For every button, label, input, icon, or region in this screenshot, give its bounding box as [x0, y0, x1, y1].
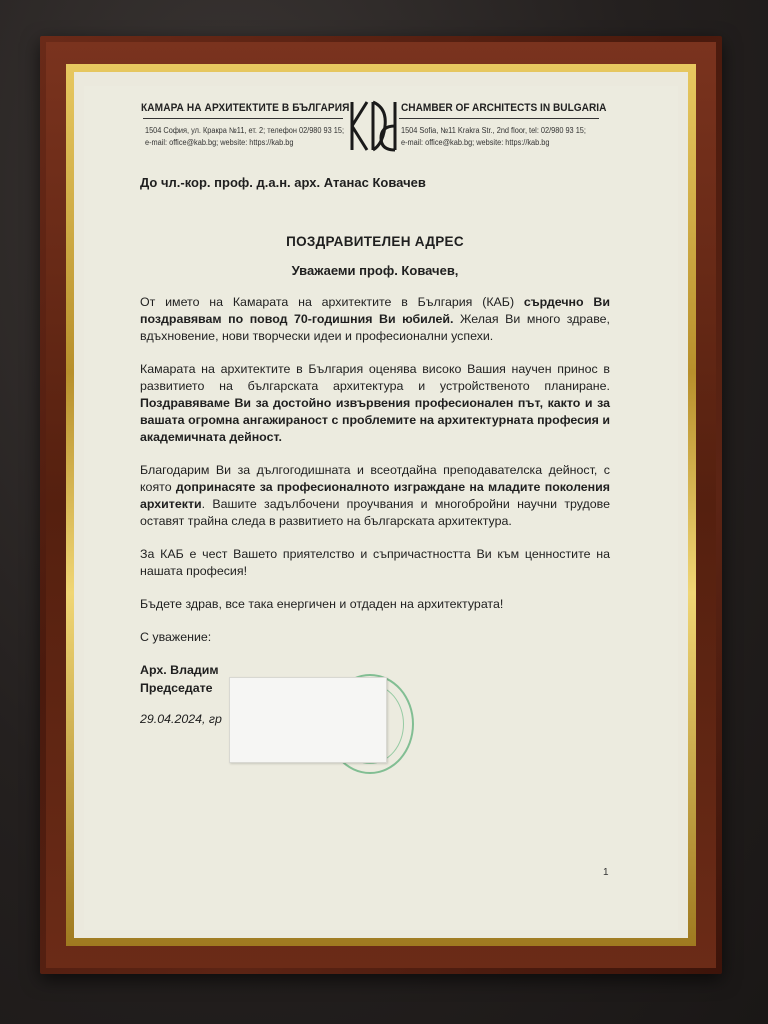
page-number: 1 — [603, 867, 609, 878]
paragraph-3-text-c: . Вашите задълбочени проучвания и многобройни научни трудове оставят трайна следа в развитието на българската архитектура. — [140, 497, 610, 528]
letterhead — [141, 96, 611, 162]
greeting: Уважаеми проф. Ковачев, — [291, 263, 459, 278]
paragraph-5: Бъдете здрав, все така енергичен и отдаден на архитектурата! — [140, 597, 504, 611]
document-heading: ПОЗДРАВИТЕЛЕН АДРЕС — [286, 234, 464, 249]
kab-logo-icon — [347, 98, 399, 154]
paragraph-3 — [140, 462, 610, 530]
paragraph-1-text-c: Желая Ви много здраве, вдъхновение, нови творчески идеи и професионални успехи. — [140, 312, 610, 343]
letterhead-contact-en: e-mail: office@kab.bg; website: https://kab.bg — [401, 138, 550, 147]
letterhead-rule-right — [399, 118, 599, 119]
paragraph-1-bold: сърдечно Ви поздравявам по повод 70-годишния Ви юбилей. — [140, 295, 610, 326]
redaction-patch — [229, 677, 387, 763]
paragraph-1-text-a: От името на Камарата на архитектите в България (КАБ) — [140, 295, 524, 309]
addressee: До чл.-кор. проф. д.а.н. арх. Атанас Ковачев — [140, 175, 426, 190]
letter-body — [140, 174, 610, 740]
paragraph-3-text-a: Благодарим Ви за дългогодишната и всеотдайна преподавателска дейност, с която — [140, 463, 610, 494]
signer-title: Председате — [140, 681, 213, 695]
paragraph-4: За КАБ е чест Вашето приятелство и съпричастността Ви към ценностите на нашата професия! — [140, 547, 610, 578]
signer-name: Арх. Владим — [140, 663, 219, 677]
paragraph-3-bold: допринасяте за професионалното изграждане на младите поколения архитекти — [140, 480, 610, 511]
letterhead-address-en: 1504 Sofia, №11 Krakra Str., 2nd floor, tel: 02/980 93 15; — [401, 126, 586, 135]
letterhead-title-bg: КАМАРА НА АРХИТЕКТИТЕ В БЪЛГАРИЯ — [141, 102, 350, 114]
paragraph-2 — [140, 361, 610, 446]
letterhead-title-en: CHAMBER OF ARCHITECTS IN BULGARIA — [401, 102, 607, 114]
paragraph-2-text-a: Камарата на архитектите в България оценява високо Вашия научен принос в развитието на българската архитектура и устройственото планиране. — [140, 362, 610, 393]
closing: С уважение: — [140, 630, 212, 644]
letterhead-address-bg: 1504 София, ул. Кракра №11, ет. 2; телефон 02/980 93 15; — [145, 126, 345, 135]
letterhead-contact-bg: e-mail: office@kab.bg; website: https://kab.bg — [145, 138, 294, 147]
paragraph-2-bold: Поздравяваме Ви за достойно извървения професионален път, както и за вашата огромна ангажираност с проблемите на архитектурната професия и академичната дейност. — [140, 396, 610, 444]
letterhead-rule-left — [143, 118, 343, 119]
letter-date: 29.04.2024, гр — [140, 712, 222, 726]
paragraph-1 — [140, 294, 610, 345]
